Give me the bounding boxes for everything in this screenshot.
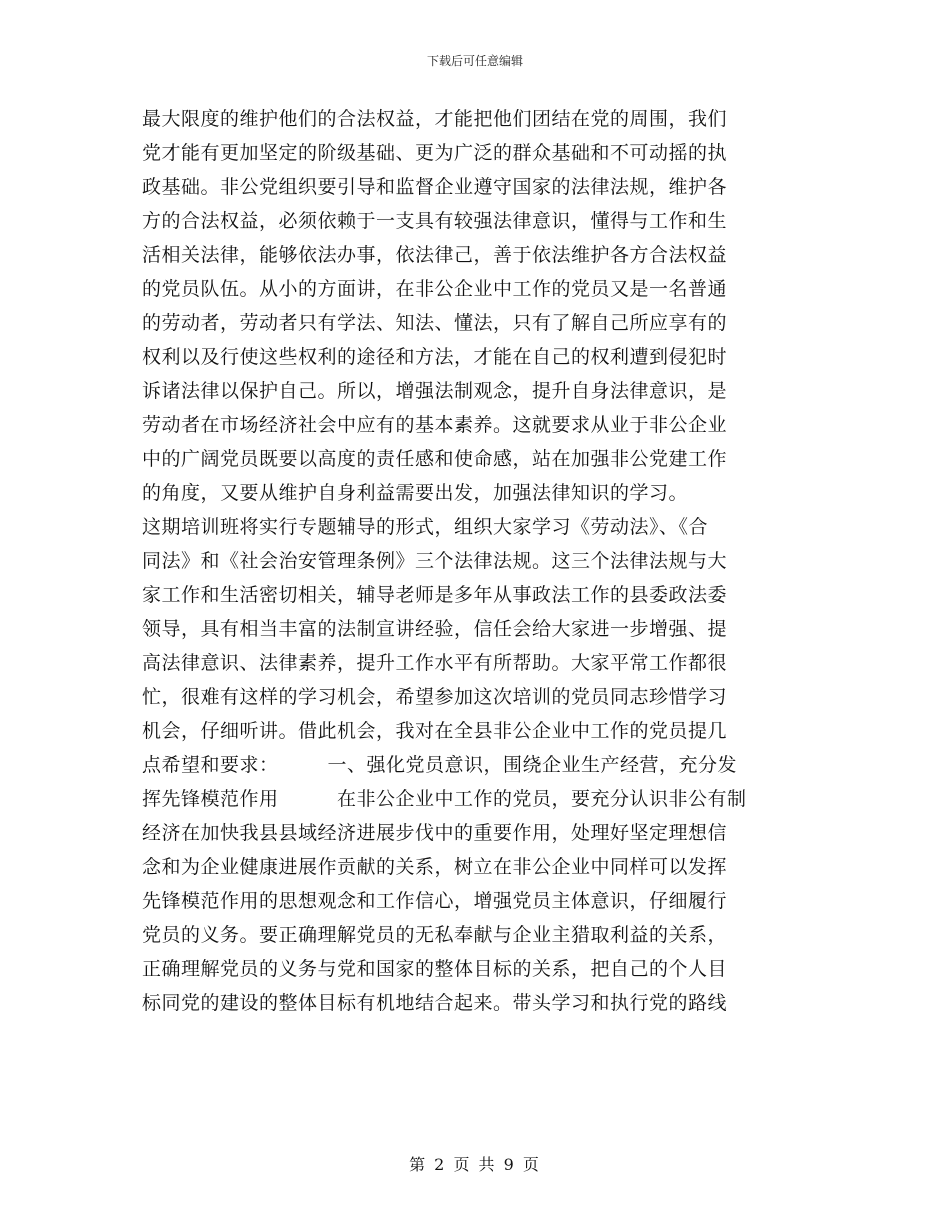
text-line: 先锋模范作用的思想观念和工作信心，增强党员主体意识，仔细履行 xyxy=(142,890,728,912)
text-line: 家工作和生活密切相关，辅导老师是多年从事政法工作的县委政法委 xyxy=(142,584,728,606)
text-line: 权利以及行使这些权利的途径和方法，才能在自己的权利遭到侵犯时 xyxy=(142,346,728,368)
text-line: 诉诸法律以保护自己。所以，增强法制观念，提升自身法律意识，是 xyxy=(142,380,728,402)
text-line: 正确理解党员的义务与党和国家的整体目标的关系，把自己的个人目 xyxy=(142,958,728,980)
text-line: 的党员队伍。从小的方面讲，在非公企业中工作的党员又是一名普通 xyxy=(142,278,728,300)
text-line: 的劳动者，劳动者只有学法、知法、懂法，只有了解自己所应享有的 xyxy=(142,312,728,334)
text-line: 党员的义务。要正确理解党员的无私奉献与企业主猎取利益的关系， xyxy=(142,924,728,946)
text-line: 的角度，又要从维护自身利益需要出发，加强法律知识的学习。 xyxy=(142,482,689,504)
text-line: 标同党的建设的整体目标有机地结合起来。带头学习和执行党的路线 xyxy=(142,992,728,1014)
text-line: 政基础。非公党组织要引导和监督企业遵守国家的法律法规，维护各 xyxy=(142,176,728,198)
text-line: 活相关法律，能够依法办事，依法律己，善于依法维护各方合法权益 xyxy=(142,244,728,266)
text-line: 中的广阔党员既要以高度的责任感和使命感，站在加强非公党建工作 xyxy=(142,448,728,470)
text-line: 点希望和要求： 一、强化党员意识，围绕企业生产经营，充分发 xyxy=(142,754,738,776)
page-number: 第 2 页 共 9 页 xyxy=(409,1155,541,1174)
text-line: 劳动者在市场经济社会中应有的基本素养。这就要求从业于非公企业 xyxy=(142,414,728,436)
text-line: 高法律意识、法律素养，提升工作水平有所帮助。大家平常工作都很 xyxy=(142,652,728,674)
text-line: 忙，很难有这样的学习机会，希望参加这次培训的党员同志珍惜学习 xyxy=(142,686,728,708)
text-line: 机会，仔细听讲。借此机会，我对在全县非公企业中工作的党员提几 xyxy=(142,720,728,742)
text-line: 同法》和《社会治安管理条例》三个法律法规。这三个法律法规与大 xyxy=(142,550,728,572)
page-header-note: 下载后可任意编辑 xyxy=(426,54,523,68)
body-text xyxy=(142,102,822,1020)
text-line: 党才能有更加坚定的阶级基础、更为广泛的群众基础和不可动摇的执 xyxy=(142,142,728,164)
text-line: 领导，具有相当丰富的法制宣讲经验，信任会给大家进一步增强、提 xyxy=(142,618,728,640)
text-line: 这期培训班将实行专题辅导的形式，组织大家学习《劳动法》、《合 xyxy=(142,516,709,538)
text-line: 方的合法权益，必须依赖于一支具有较强法律意识，懂得与工作和生 xyxy=(142,210,728,232)
text-line: 挥先锋模范作用 在非公企业中工作的党员，要充分认识非公有制 xyxy=(142,788,747,810)
text-line: 念和为企业健康进展作贡献的关系，树立在非公企业中同样可以发挥 xyxy=(142,856,728,878)
text-line: 最大限度的维护他们的合法权益，才能把他们团结在党的周围，我们 xyxy=(142,108,728,130)
text-line: 经济在加快我县县域经济进展步伐中的重要作用，处理好坚定理想信 xyxy=(142,822,728,844)
